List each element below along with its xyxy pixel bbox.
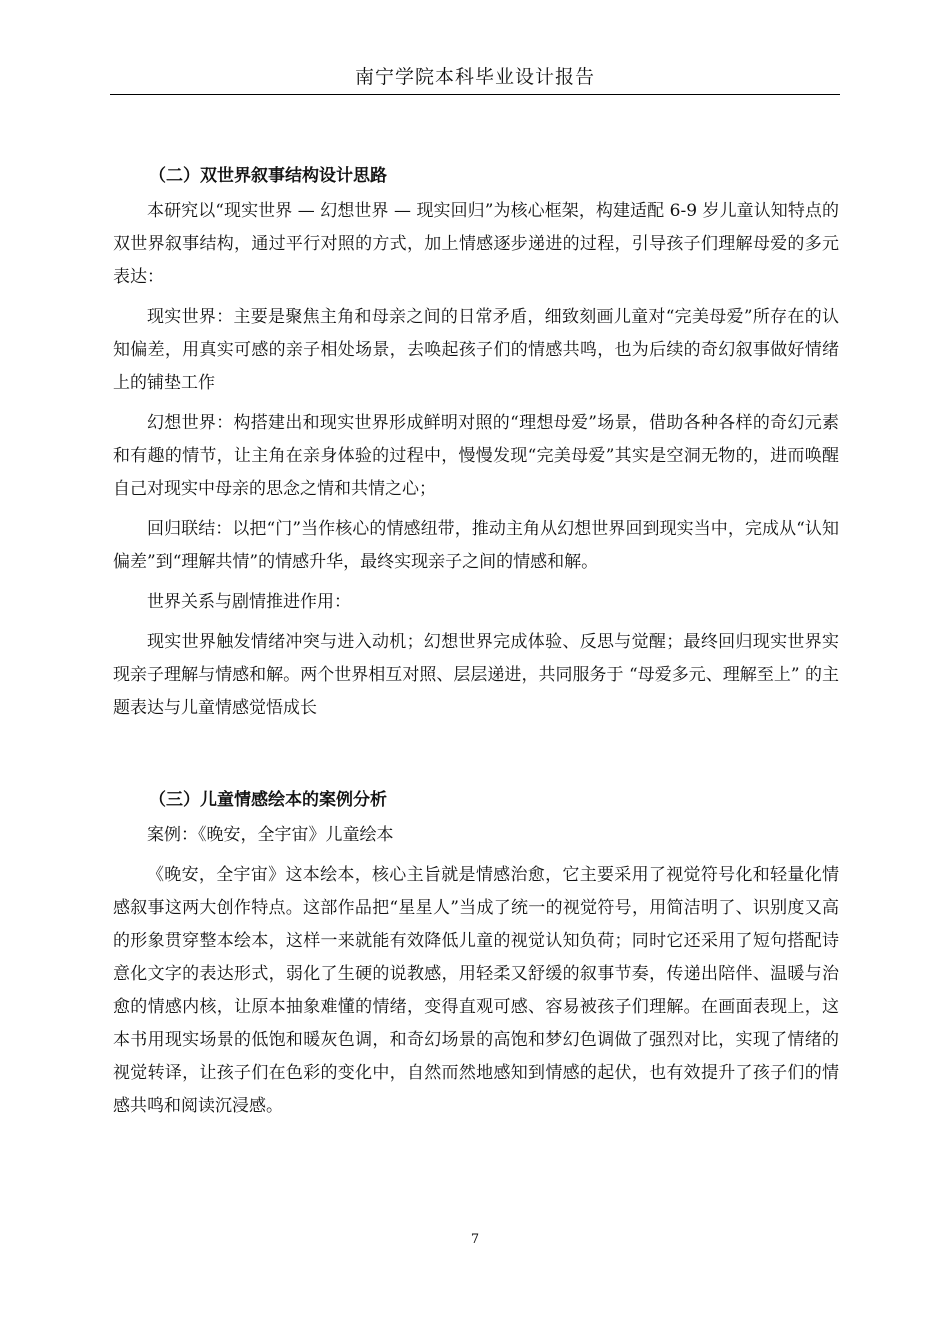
page-header-title: 南宁学院本科毕业设计报告 [354, 66, 595, 88]
header-divider [110, 94, 840, 95]
paragraph: 《晚安，全宇宙》这本绘本，核心主旨就是情感治愈，它主要采用了视觉符号化和轻量化情感叙事这两大创作特点。这部作品把“星星人”当成了统一的视觉符号，用简洁明了、识别度又高的形象贯穿整本绘本，这样一来就能有效降低儿童的视觉认知负荷；同时它还采用了短句搭配诗意化文字的表达形式，弱化了生硬的说教感，用轻柔又舒缓的叙事节奏，传递出陪伴、温暖与治愈的情感内核，让原本抽象难懂的情绪，变得直观可感、容易被孩子们理解。在画面表现上，这本书用现实场景的低饱和暖灰色调，和奇幻场景的高饱和梦幻色调做了强烈对比，实现了情绪的视觉转译，让孩子们在色彩的变化中，自然而然地感知到情感的起伏，也有效提升了孩子们的情感共鸣和阅读沉浸感。 [113, 865, 839, 1116]
page-body [113, 160, 839, 1130]
section-heading: （二）双世界叙事结构设计思路 [149, 166, 387, 186]
section-spacer [113, 732, 839, 784]
paragraph: 回归联结：以把“门”当作核心的情感纽带，推动主角从幻想世界回到现实当中，完成从“认知偏差”到“理解共情”的情感升华，最终实现亲子之间的情感和解。 [113, 519, 839, 572]
paragraph: 案例：《晚安，全宇宙》儿童绘本 [147, 825, 394, 845]
paragraph: 现实世界触发情绪冲突与进入动机；幻想世界完成体验、反思与觉醒；最终回归现实世界实现亲子理解与情感和解。两个世界相互对照、层层递进，共同服务于 “母爱多元、理解至上” 的主题表达与儿童情感觉悟成长 [113, 632, 839, 718]
paragraph: 现实世界：主要是聚焦主角和母亲之间的日常矛盾，细致刻画儿童对“完美母爱”所存在的认知偏差，用真实可感的亲子相处场景，去唤起孩子们的情感共鸣，也为后续的奇幻叙事做好情绪上的铺垫工作 [113, 307, 839, 393]
section-heading: （三）儿童情感绘本的案例分析 [149, 790, 387, 810]
page-number: 7 [470, 1232, 480, 1247]
paragraph: 世界关系与剧情推进作用： [147, 592, 351, 612]
paragraph: 幻想世界：构搭建出和现实世界形成鲜明对照的“理想母爱”场景，借助各种各样的奇幻元素和有趣的情节，让主角在亲身体验的过程中，慢慢发现“完美母爱”其实是空洞无物的，进而唤醒自己对现实中母亲的思念之情和共情之心； [113, 413, 839, 499]
paragraph: 本研究以“现实世界 — 幻想世界 — 现实回归”为核心框架，构建适配 6-9 岁儿童认知特点的双世界叙事结构，通过平行对照的方式，加上情感逐步递进的过程，引导孩子们理解母爱的多元表达： [113, 201, 839, 287]
